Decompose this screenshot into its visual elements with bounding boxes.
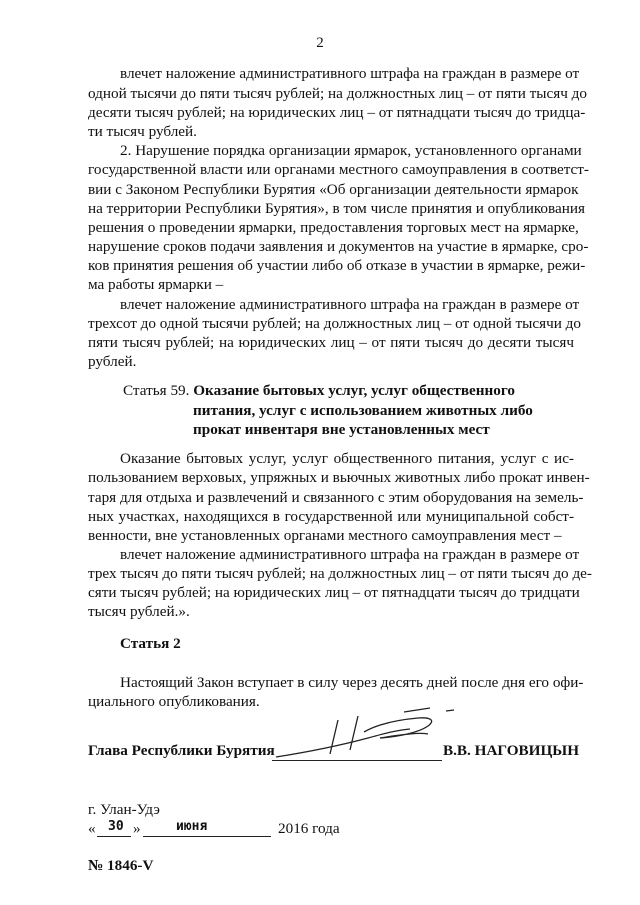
text-line: вии с Законом Республики Бурятия «Об организации деятельности ярмарок <box>88 181 579 198</box>
text-line: венности, вне установленных органами местного самоуправления мест – <box>88 527 562 544</box>
text-line: влечет наложение административного штрафа на граждан в размере от <box>120 296 580 313</box>
text-line: влечет наложение административного штрафа на граждан в размере от <box>120 546 580 563</box>
text-line: решения о проведении ярмарки, предоставления торговых мест на ярмарке, <box>88 219 579 236</box>
text-line: трех тысяч до пяти тысяч рублей; на должностных лиц – от пяти тысяч до де- <box>88 565 592 582</box>
text-line: на территории Республики Бурятия», в том числе принятия и опубликования <box>88 200 585 217</box>
signatory-name: В.В. НАГОВИЦЫН <box>443 742 580 759</box>
city-of-signing: г. Улан-Удэ <box>88 801 160 818</box>
article-59-prefix: Статья 59. <box>123 382 190 399</box>
article-59-heading <box>123 381 515 400</box>
text-line: тысяч рублей.». <box>88 603 190 620</box>
text-line: нарушение сроков подачи заявления и документов на участие в ярмарке, сро- <box>88 238 589 255</box>
text-line: десяти тысяч рублей; на юридических лиц – от пятнадцати тысяч до тридца- <box>88 104 586 121</box>
date-year: 2016 года <box>278 820 340 837</box>
text-line: трехсот до одной тысячи рублей; на должностных лиц – от одной тысячи до <box>88 315 581 332</box>
text-line: государственной власти или органами местного самоуправления в соответст- <box>88 161 589 178</box>
date-month: июня <box>176 819 208 834</box>
signatory-role: Глава Республики Бурятия <box>88 742 275 759</box>
law-number: № 1846-V <box>88 857 154 874</box>
text-line: одной тысячи до пяти тысяч рублей; на должностных лиц – от пяти тысяч до <box>88 85 587 102</box>
text-line: рублей. <box>88 353 137 370</box>
text-line: 2. Нарушение порядка организации ярмарок, установленного органами <box>120 142 582 159</box>
text-line: пяти тысяч рублей; на юридических лиц – от пяти тысяч до десяти тысяч <box>88 334 574 351</box>
text-line: влечет наложение административного штрафа на граждан в размере от <box>120 65 580 82</box>
month-underline <box>143 836 271 837</box>
text-line: ти тысяч рублей. <box>88 123 197 140</box>
date-day: 30 <box>108 819 124 834</box>
date-open-quote: « <box>88 820 96 837</box>
text-line: циального опубликования. <box>88 693 260 710</box>
text-line: Оказание бытовых услуг, услуг общественного питания, услуг с ис- <box>120 450 574 467</box>
text-line: ков принятия решения об участии либо об отказе в участии в ярмарке, режи- <box>88 257 586 274</box>
date-close-quote: » <box>133 820 141 837</box>
text-line: ных участках, находящихся в государственной или муниципальной собст- <box>88 508 574 525</box>
text-line: ма работы ярмарки – <box>88 276 224 293</box>
article-2-heading: Статья 2 <box>120 635 181 652</box>
signing-date <box>88 820 388 840</box>
article-59-title-line: питания, услуг с использованием животных либо <box>193 402 533 419</box>
day-underline <box>97 836 131 837</box>
article-59-title-line: прокат инвентаря вне установленных мест <box>193 421 490 438</box>
text-line: таря для отдыха и развлечений и связанного с этим оборудования на земель- <box>88 489 584 506</box>
handwritten-signature <box>268 702 468 772</box>
text-line: сяти тысяч рублей; на юридических лиц – от пятнадцати тысяч до тридцати <box>88 584 580 601</box>
text-line: пользованием верховых, упряжных и вьючных животных либо прокат инвен- <box>88 469 590 486</box>
text-line: Настоящий Закон вступает в силу через десять дней после дня его офи- <box>120 674 584 691</box>
article-59-title-line: Оказание бытовых услуг, услуг общественного <box>193 382 515 399</box>
page-number: 2 <box>316 35 324 51</box>
